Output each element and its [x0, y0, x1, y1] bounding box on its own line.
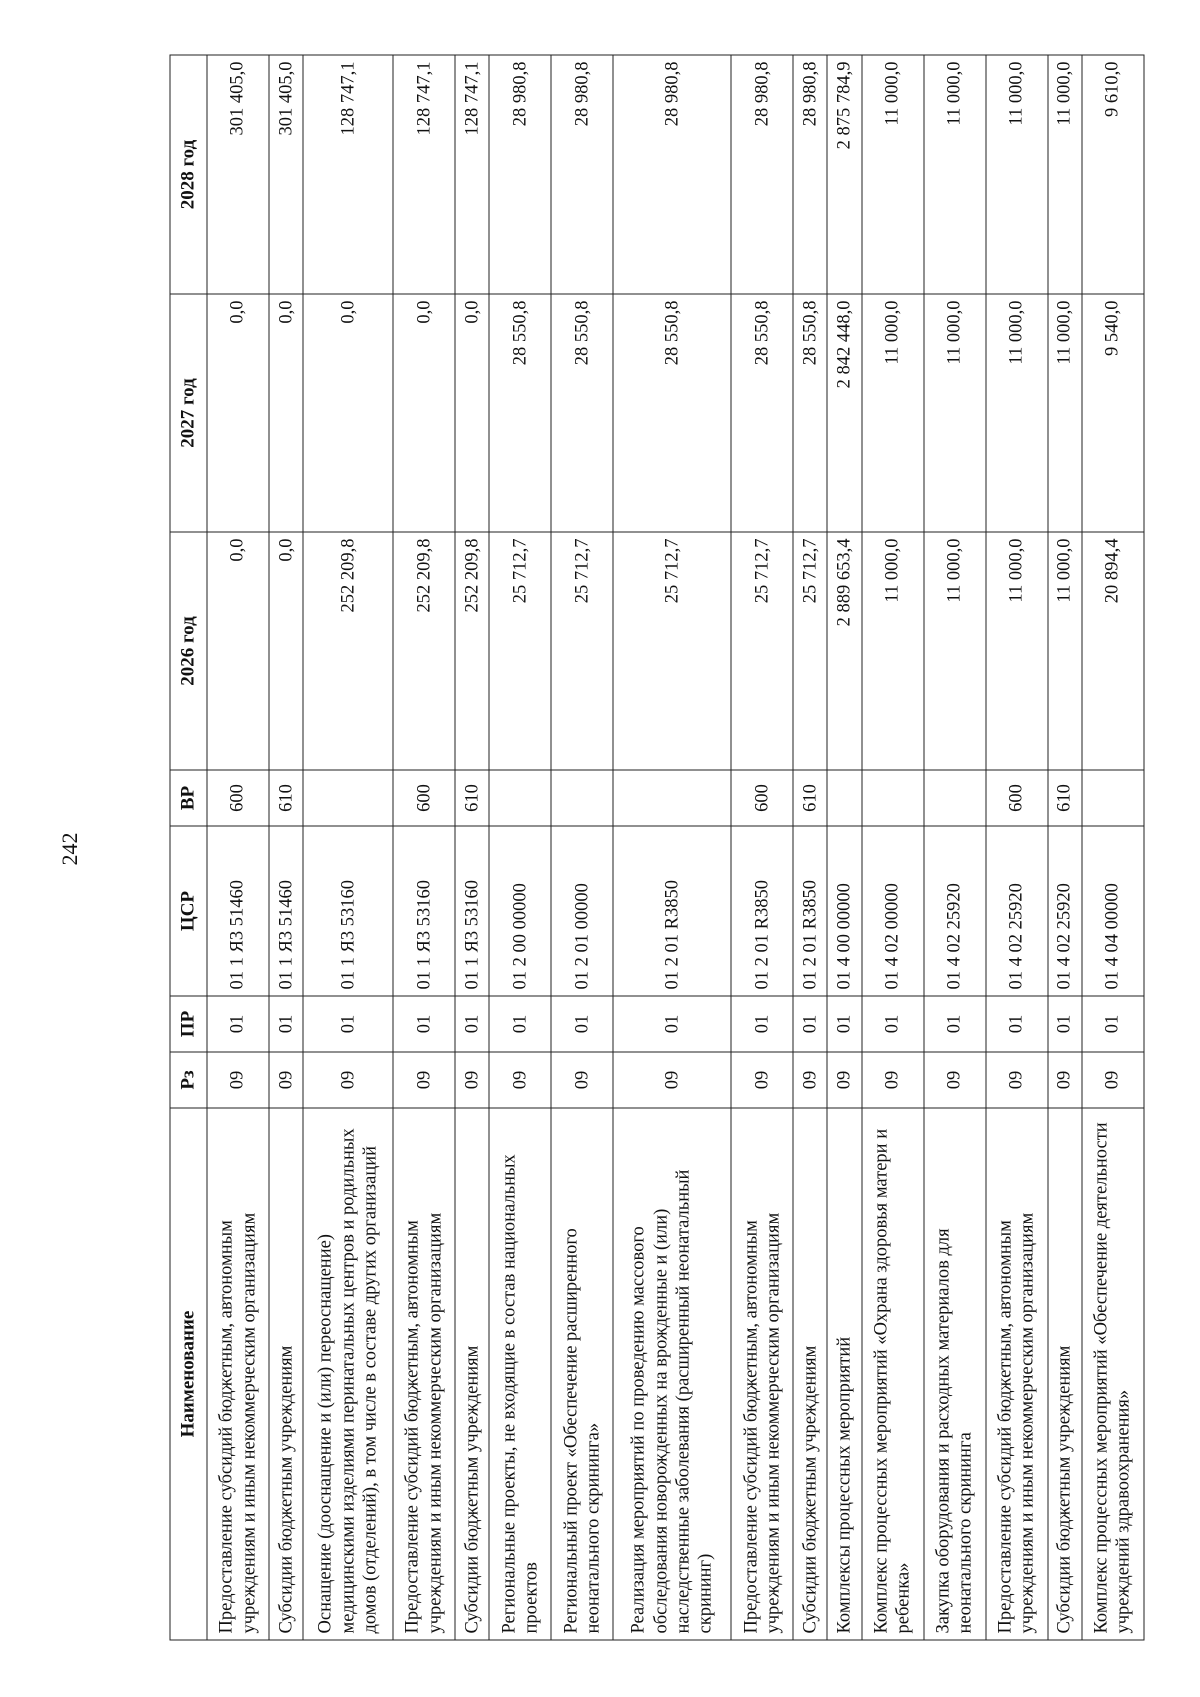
- cell-name: Предоставление субсидий бюджетным, автономным учреждениям и иным некоммерческим организациям: [986, 1108, 1048, 1640]
- cell-2027: 9 540,0: [1082, 294, 1144, 532]
- cell-2028: 9 610,0: [1082, 55, 1144, 294]
- cell-rz: 09: [455, 1052, 489, 1108]
- header-2027: 2027 год: [170, 294, 207, 532]
- cell-vr: 610: [793, 770, 827, 826]
- cell-2026: 252 209,8: [303, 532, 393, 770]
- cell-vr: [551, 770, 613, 826]
- table-row: [551, 55, 613, 1640]
- cell-2026: 25 712,7: [489, 532, 551, 770]
- cell-csr: 01 2 01 R3850: [613, 826, 731, 996]
- cell-name: Предоставление субсидий бюджетным, автономным учреждениям и иным некоммерческим организациям: [207, 1108, 269, 1640]
- table-row: [862, 55, 924, 1640]
- header-2028: 2028 год: [170, 55, 207, 294]
- budget-table: [170, 55, 1145, 1641]
- cell-name: Предоставление субсидий бюджетным, автономным учреждениям и иным некоммерческим организациям: [731, 1108, 793, 1640]
- cell-pr: 01: [269, 996, 303, 1052]
- cell-vr: 600: [207, 770, 269, 826]
- cell-2026: 11 000,0: [1048, 532, 1082, 770]
- cell-2028: 128 747,1: [393, 55, 455, 294]
- table-row: [731, 55, 793, 1640]
- cell-csr: 01 4 00 00000: [827, 826, 861, 996]
- table-row: [924, 55, 986, 1640]
- cell-csr: 01 1 Я3 53160: [455, 826, 489, 996]
- cell-2028: 28 980,8: [731, 55, 793, 294]
- cell-pr: 01: [1082, 996, 1144, 1052]
- cell-2027: 11 000,0: [986, 294, 1048, 532]
- cell-name: Субсидии бюджетным учреждениям: [455, 1108, 489, 1640]
- cell-csr: 01 2 01 R3850: [731, 826, 793, 996]
- cell-name: Предоставление субсидий бюджетным, автономным учреждениям и иным некоммерческим организациям: [393, 1108, 455, 1640]
- cell-2028: 11 000,0: [862, 55, 924, 294]
- page-number: 242: [57, 832, 82, 866]
- cell-csr: 01 4 02 25920: [986, 826, 1048, 996]
- cell-pr: 01: [455, 996, 489, 1052]
- table-row: [1048, 55, 1082, 1640]
- cell-vr: 610: [1048, 770, 1082, 826]
- cell-name: Субсидии бюджетным учреждениям: [269, 1108, 303, 1640]
- cell-pr: 01: [613, 996, 731, 1052]
- cell-pr: 01: [207, 996, 269, 1052]
- cell-rz: 09: [731, 1052, 793, 1108]
- cell-csr: 01 2 01 R3850: [793, 826, 827, 996]
- cell-rz: 09: [207, 1052, 269, 1108]
- cell-2027: 28 550,8: [489, 294, 551, 532]
- cell-2026: 25 712,7: [731, 532, 793, 770]
- cell-2028: 2 875 784,9: [827, 55, 861, 294]
- cell-name: Оснащение (дооснащение и (или) переоснащение) медицинскими изделиями перинатальных центров и родильных домов (отделений), в том числе в составе других организаций: [303, 1108, 393, 1640]
- table-row: [303, 55, 393, 1640]
- table-header-row: [170, 55, 207, 1640]
- header-csr: ЦСР: [170, 826, 207, 996]
- cell-2026: 11 000,0: [862, 532, 924, 770]
- cell-pr: 01: [1048, 996, 1082, 1052]
- cell-2026: 25 712,7: [793, 532, 827, 770]
- cell-2027: 0,0: [207, 294, 269, 532]
- cell-2027: 0,0: [393, 294, 455, 532]
- cell-csr: 01 1 Я3 53160: [303, 826, 393, 996]
- cell-pr: 01: [793, 996, 827, 1052]
- cell-vr: 610: [455, 770, 489, 826]
- cell-csr: 01 2 01 00000: [551, 826, 613, 996]
- cell-2028: 11 000,0: [986, 55, 1048, 294]
- header-rz: Рз: [170, 1052, 207, 1108]
- table-row: [827, 55, 861, 1640]
- cell-2026: 25 712,7: [551, 532, 613, 770]
- table-row: [269, 55, 303, 1640]
- cell-2027: 0,0: [303, 294, 393, 532]
- cell-pr: 01: [731, 996, 793, 1052]
- cell-rz: 09: [862, 1052, 924, 1108]
- cell-csr: 01 4 04 00000: [1082, 826, 1144, 996]
- cell-pr: 01: [489, 996, 551, 1052]
- cell-csr: 01 1 Я3 51460: [207, 826, 269, 996]
- cell-vr: [1082, 770, 1144, 826]
- cell-rz: 09: [489, 1052, 551, 1108]
- cell-rz: 09: [269, 1052, 303, 1108]
- cell-2026: 11 000,0: [924, 532, 986, 770]
- table-row: [613, 55, 731, 1640]
- table-row: [986, 55, 1048, 1640]
- cell-csr: 01 4 02 25920: [924, 826, 986, 996]
- cell-2028: 28 980,8: [551, 55, 613, 294]
- cell-name: Комплекс процессных мероприятий «Обеспечение деятельности учреждений здравоохранения»: [1082, 1108, 1144, 1640]
- cell-pr: 01: [924, 996, 986, 1052]
- cell-vr: 600: [731, 770, 793, 826]
- cell-rz: 09: [1048, 1052, 1082, 1108]
- budget-table-container: [170, 56, 1145, 1641]
- cell-rz: 09: [793, 1052, 827, 1108]
- cell-rz: 09: [827, 1052, 861, 1108]
- cell-csr: 01 1 Я3 51460: [269, 826, 303, 996]
- cell-pr: 01: [551, 996, 613, 1052]
- table-row: [207, 55, 269, 1640]
- cell-pr: 01: [827, 996, 861, 1052]
- cell-name: Комплекс процессных мероприятий «Охрана здоровья матери и ребенка»: [862, 1108, 924, 1640]
- cell-2027: 2 842 448,0: [827, 294, 861, 532]
- cell-vr: 600: [986, 770, 1048, 826]
- cell-2028: 28 980,8: [793, 55, 827, 294]
- cell-csr: 01 4 02 00000: [862, 826, 924, 996]
- cell-2026: 0,0: [269, 532, 303, 770]
- cell-2028: 28 980,8: [489, 55, 551, 294]
- cell-2027: 0,0: [455, 294, 489, 532]
- cell-vr: 600: [393, 770, 455, 826]
- cell-2027: 28 550,8: [731, 294, 793, 532]
- cell-name: Реализация мероприятий по проведению массового обследования новорожденных на врожденные и (или) наследственные заболевания (расширенный неонатальный скрининг): [613, 1108, 731, 1640]
- cell-vr: [924, 770, 986, 826]
- cell-name: Региональный проект «Обеспечение расширенного неонатального скрининга»: [551, 1108, 613, 1640]
- cell-2027: 11 000,0: [862, 294, 924, 532]
- cell-vr: [827, 770, 861, 826]
- cell-2026: 0,0: [207, 532, 269, 770]
- cell-2027: 11 000,0: [924, 294, 986, 532]
- cell-2028: 301 405,0: [207, 55, 269, 294]
- cell-2026: 252 209,8: [393, 532, 455, 770]
- cell-rz: 09: [986, 1052, 1048, 1108]
- header-name: Наименование: [170, 1108, 207, 1640]
- cell-2027: 11 000,0: [1048, 294, 1082, 532]
- cell-2028: 128 747,1: [455, 55, 489, 294]
- table-row: [1082, 55, 1144, 1640]
- cell-2028: 11 000,0: [924, 55, 986, 294]
- cell-name: Закупка оборудования и расходных материалов для неонатального скрининга: [924, 1108, 986, 1640]
- table-row: [455, 55, 489, 1640]
- header-2026: 2026 год: [170, 532, 207, 770]
- cell-rz: 09: [551, 1052, 613, 1108]
- cell-name: Субсидии бюджетным учреждениям: [1048, 1108, 1082, 1640]
- header-vr: ВР: [170, 770, 207, 826]
- cell-name: Субсидии бюджетным учреждениям: [793, 1108, 827, 1640]
- cell-2028: 11 000,0: [1048, 55, 1082, 294]
- cell-pr: 01: [862, 996, 924, 1052]
- cell-2026: 252 209,8: [455, 532, 489, 770]
- cell-2026: 25 712,7: [613, 532, 731, 770]
- cell-2027: 28 550,8: [793, 294, 827, 532]
- cell-rz: 09: [613, 1052, 731, 1108]
- cell-vr: [613, 770, 731, 826]
- cell-vr: [489, 770, 551, 826]
- cell-rz: 09: [1082, 1052, 1144, 1108]
- cell-csr: 01 4 02 25920: [1048, 826, 1082, 996]
- cell-pr: 01: [303, 996, 393, 1052]
- cell-rz: 09: [303, 1052, 393, 1108]
- cell-csr: 01 2 00 00000: [489, 826, 551, 996]
- cell-pr: 01: [393, 996, 455, 1052]
- cell-2026: 20 894,4: [1082, 532, 1144, 770]
- cell-2028: 301 405,0: [269, 55, 303, 294]
- cell-2027: 0,0: [269, 294, 303, 532]
- cell-vr: 610: [269, 770, 303, 826]
- cell-2027: 28 550,8: [613, 294, 731, 532]
- cell-name: Региональные проекты, не входящие в состав национальных проектов: [489, 1108, 551, 1640]
- table-row: [393, 55, 455, 1640]
- cell-rz: 09: [393, 1052, 455, 1108]
- cell-name: Комплексы процессных мероприятий: [827, 1108, 861, 1640]
- cell-csr: 01 1 Я3 53160: [393, 826, 455, 996]
- cell-pr: 01: [986, 996, 1048, 1052]
- cell-2028: 28 980,8: [613, 55, 731, 294]
- cell-vr: [862, 770, 924, 826]
- cell-2026: 11 000,0: [986, 532, 1048, 770]
- cell-2028: 128 747,1: [303, 55, 393, 294]
- table-row: [489, 55, 551, 1640]
- cell-vr: [303, 770, 393, 826]
- cell-rz: 09: [924, 1052, 986, 1108]
- cell-2026: 2 889 653,4: [827, 532, 861, 770]
- header-pr: ПР: [170, 996, 207, 1052]
- table-row: [793, 55, 827, 1640]
- cell-2027: 28 550,8: [551, 294, 613, 532]
